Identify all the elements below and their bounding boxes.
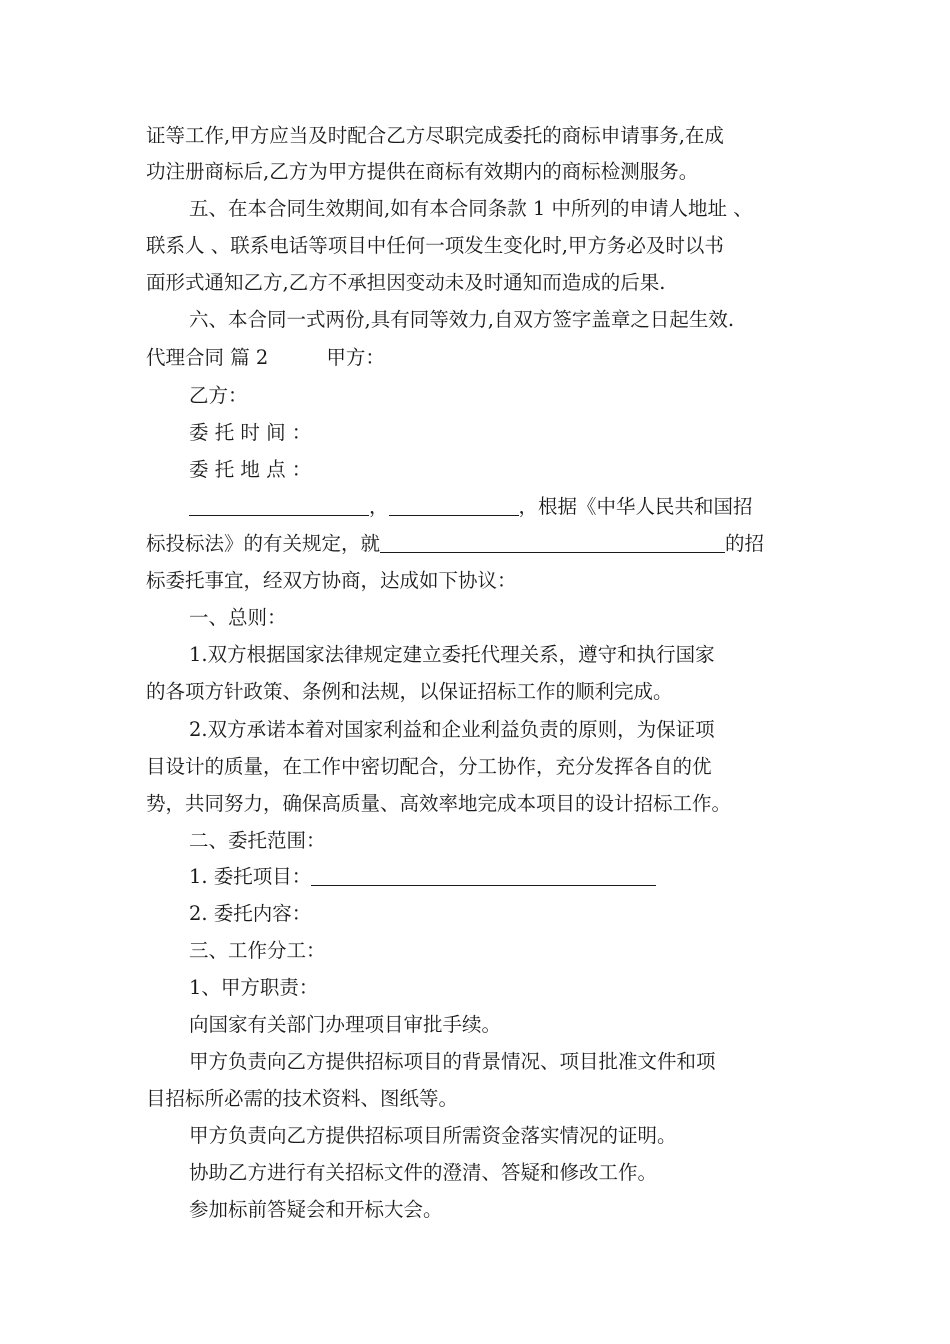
paragraph-line: 2.双方承诺本着对国家利益和企业利益负责的原则，为保证项 xyxy=(189,718,715,741)
paragraph-line: 协助乙方进行有关招标文件的澄清、答疑和修改工作。 xyxy=(189,1161,658,1184)
text-fragment: 标投标法》的有关规定，就 xyxy=(146,532,381,555)
paragraph-line: 五、在本合同生效期间,如有本合同条款 1 中所列的申请人地址 、 xyxy=(189,197,753,220)
paragraph-line: 甲方负责向乙方提供招标项目的背景情况、项目批准文件和项 xyxy=(189,1050,716,1073)
paragraph-line: 向国家有关部门办理项目审批手续。 xyxy=(189,1013,502,1036)
paragraph-line: 六、本合同一式两份,具有同等效力,自双方签字盖章之日起生效. xyxy=(189,308,735,331)
contract-title: 代理合同 篇 2 xyxy=(146,346,269,369)
blank-underline xyxy=(311,866,656,886)
entrust-time-label: 委 托 时 间 ： xyxy=(189,421,312,444)
paragraph-line xyxy=(189,865,656,889)
paragraph-line xyxy=(146,532,764,556)
paragraph-line: 势，共同努力，确保高质量、高效率地完成本项目的设计招标工作。 xyxy=(146,792,732,815)
paragraph-line: 面形式通知乙方,乙方不承担因变动未及时通知而造成的后果. xyxy=(146,271,666,294)
contract-heading-line xyxy=(146,346,385,370)
text-fragment: ， xyxy=(369,495,389,518)
paragraph-line: 功注册商标后,乙方为甲方提供在商标有效期内的商标检测服务。 xyxy=(146,160,699,183)
blank-underline xyxy=(389,496,519,516)
paragraph-line: 联系人 、联系电话等项目中任何一项发生变化时,甲方务必及时以书 xyxy=(146,234,724,257)
paragraph-line: 参加标前答疑会和开标大会。 xyxy=(189,1198,443,1221)
paragraph-line: 标委托事宜，经双方协商，达成如下协议： xyxy=(146,569,517,592)
text-fragment: ，根据《中华人民共和国招 xyxy=(518,495,753,518)
party-a-label: 甲方： xyxy=(326,346,385,369)
section-heading: 三、工作分工： xyxy=(189,939,326,962)
paragraph-line: 2. 委托内容： xyxy=(189,902,312,925)
section-heading: 一、总则： xyxy=(189,606,287,629)
paragraph-line: 的各项方针政策、条例和法规，以保证招标工作的顺利完成。 xyxy=(146,680,673,703)
text-fragment: 的招 xyxy=(725,532,765,555)
text-fragment: 1. 委托项目： xyxy=(189,865,312,888)
paragraph-line: 目招标所必需的技术资料、图纸等。 xyxy=(146,1087,459,1110)
paragraph-line: 目设计的质量，在工作中密切配合，分工协作，充分发挥各自的优 xyxy=(146,755,712,778)
paragraph-line xyxy=(189,495,753,519)
entrust-place-label: 委 托 地 点 ： xyxy=(189,458,312,481)
blank-underline xyxy=(380,533,725,553)
section-heading: 二、委托范围： xyxy=(189,829,326,852)
party-b-label: 乙方： xyxy=(189,384,248,407)
paragraph-line: 1.双方根据国家法律规定建立委托代理关系，遵守和执行国家 xyxy=(189,643,715,666)
paragraph-line: 证等工作,甲方应当及时配合乙方尽职完成委托的商标申请事务,在成 xyxy=(146,124,724,147)
blank-underline xyxy=(189,496,369,516)
paragraph-line: 1、甲方职责： xyxy=(189,976,319,999)
paragraph-line: 甲方负责向乙方提供招标项目所需资金落实情况的证明。 xyxy=(189,1124,677,1147)
